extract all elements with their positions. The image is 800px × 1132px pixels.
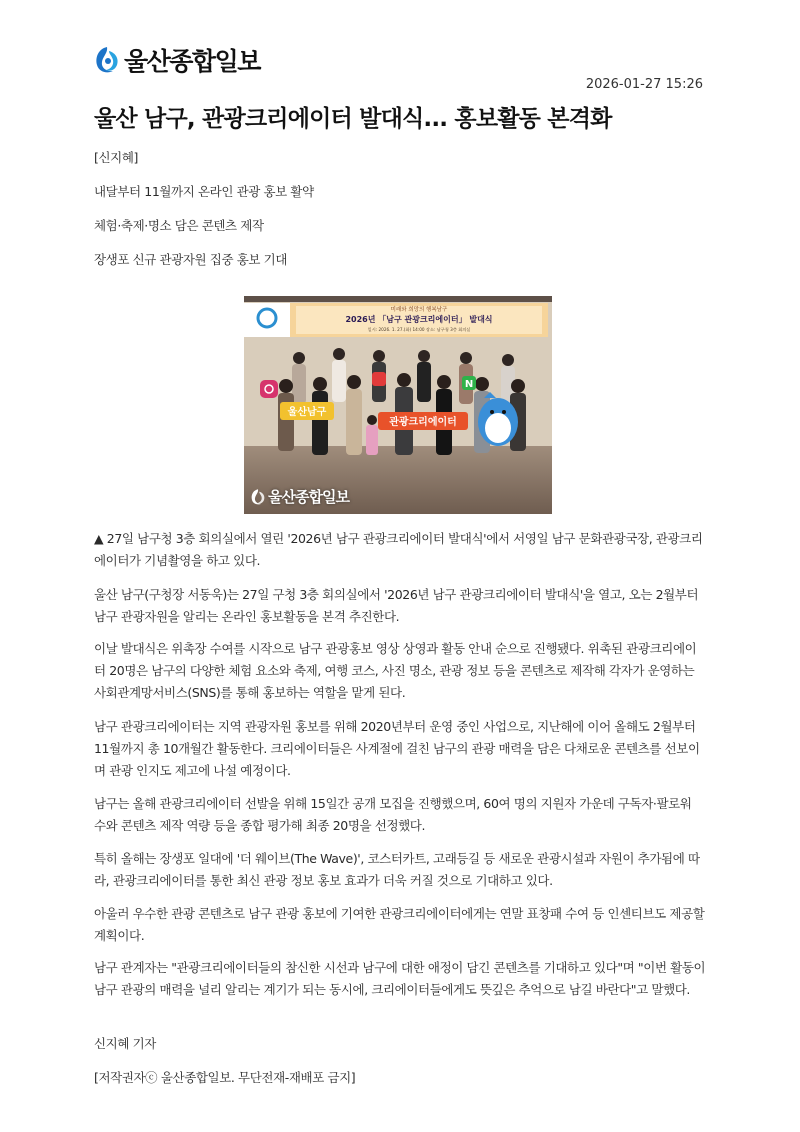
logo-swirl-icon bbox=[94, 45, 120, 75]
article-photo bbox=[244, 296, 552, 514]
banner-sub-text: 일시: 2026. 1. 27.(화) 14:00 장소: 남구청 3층 회의실 bbox=[367, 327, 471, 332]
article-paragraph-2: 이날 발대식은 위촉장 수여를 시작으로 남구 관광홍보 영상 상영과 활동 안내 순으로 진행됐다. 위촉된 관광크리에이터 20명은 남구의 다양한 체험 요소와 축제, 여행 코스, 사진 명소, 관광 정보 등을 콘텐츠로 제작해 각자가 운영하는 사회관계망서비스(SNS)를 통해 홍보하는 역할을 맡게 된다. bbox=[94, 641, 697, 700]
banner-small-text: 미래와 희망의 행복남구 bbox=[390, 307, 448, 313]
logo-text: 울산종합일보 bbox=[124, 47, 260, 76]
svg-text:N: N bbox=[464, 379, 474, 390]
article-subhead-1: 내달부터 11월까지 온라인 관광 홍보 활약 bbox=[94, 184, 314, 199]
photo-watermark bbox=[250, 486, 349, 507]
article-paragraph-1: 울산 남구(구청장 서동욱)는 27일 구청 3층 회의실에서 '2026년 남구 관광크리에이터 발대식'을 열고, 오는 2월부터 남구 관광자원을 알리는 온라인 홍보활동을 본격 추진한다. bbox=[94, 587, 699, 624]
article-paragraph-4: 남구는 올해 관광크리에이터 선발을 위해 15일간 공개 모집을 진행했으며, 60여 명의 지원자 가운데 구독자·팔로워 수와 콘텐츠 제작 역량 등을 종합 평가해 최종 20명을 선정했다. bbox=[94, 796, 692, 833]
watermark-text: 울산종합일보 bbox=[268, 488, 349, 506]
publish-datetime: 2026-01-27 15:26 bbox=[585, 77, 703, 92]
reporter-name: 신지혜 기자 bbox=[94, 1036, 156, 1051]
article-paragraph-7: 남구 관계자는 "관광크리에이터들의 참신한 시선과 남구에 대한 애정이 담긴 콘텐츠를 기대하고 있다"며 "이번 활동이 남구 관광의 매력을 널리 알리는 계기가 되는 동시에, 크리에이터들에게도 뜻깊은 추억으로 남길 바란다"고 말했다. bbox=[94, 960, 706, 997]
copyright-notice: [저작권자ⓒ 울산종합일보. 무단전재-재배포 금지] bbox=[94, 1070, 356, 1085]
article-paragraph-5: 특히 올해는 장생포 일대에 '더 웨이브(The Wave)', 코스터카트, 고래등길 등 새로운 관광시설과 자원이 추가됨에 따라, 관광크리에이터를 통한 최신 관광 정보 홍보 효과가 더욱 커질 것으로 기대하고 있다. bbox=[94, 851, 700, 888]
article-paragraph-3: 남구 관광크리에이터는 지역 관광자원 홍보를 위해 2020년부터 운영 중인 사업으로, 지난해에 이어 올해도 2월부터 11월까지 총 10개월간 활동한다. 크리에이터들은 사계절에 걸친 남구의 관광 매력을 담은 다채로운 콘텐츠를 선보이며 관광 인지도 제고에 나설 예정이다. bbox=[94, 719, 700, 778]
article-subhead-3: 장생포 신규 관광자원 집중 홍보 기대 bbox=[94, 252, 287, 267]
watermark-logo-icon bbox=[250, 488, 266, 506]
photo-caption: ▲ 27일 남구청 3층 회의실에서 열린 '2026년 남구 관광크리에이터 발대식'에서 서영일 남구 문화관광국장, 관광크리에이터가 기념촬영을 하고 있다. bbox=[94, 531, 703, 568]
sign-red-icon bbox=[372, 372, 386, 386]
article-subhead-2: 체험·축제·명소 담은 콘텐츠 제작 bbox=[94, 218, 264, 233]
article-paragraph-6: 아울러 우수한 관광 콘텐츠로 남구 관광 홍보에 기여한 관광크리에이터에게는 연말 표창패 수여 등 인센티브도 제공할 계획이다. bbox=[94, 906, 705, 943]
sign-creator-text: 관광크리에이터 bbox=[389, 417, 457, 428]
site-logo[interactable] bbox=[94, 43, 260, 77]
article-title: 울산 남구, 관광크리에이터 발대식... 홍보활동 본격화 bbox=[94, 106, 612, 132]
article-byline: [신지혜] bbox=[94, 150, 138, 165]
sign-instagram-icon bbox=[260, 380, 278, 398]
sign-nam-gu-text: 울산남구 bbox=[287, 407, 327, 418]
banner-title-text: 2026년 「남구 관광크리에이터」 발대식 bbox=[345, 315, 493, 324]
